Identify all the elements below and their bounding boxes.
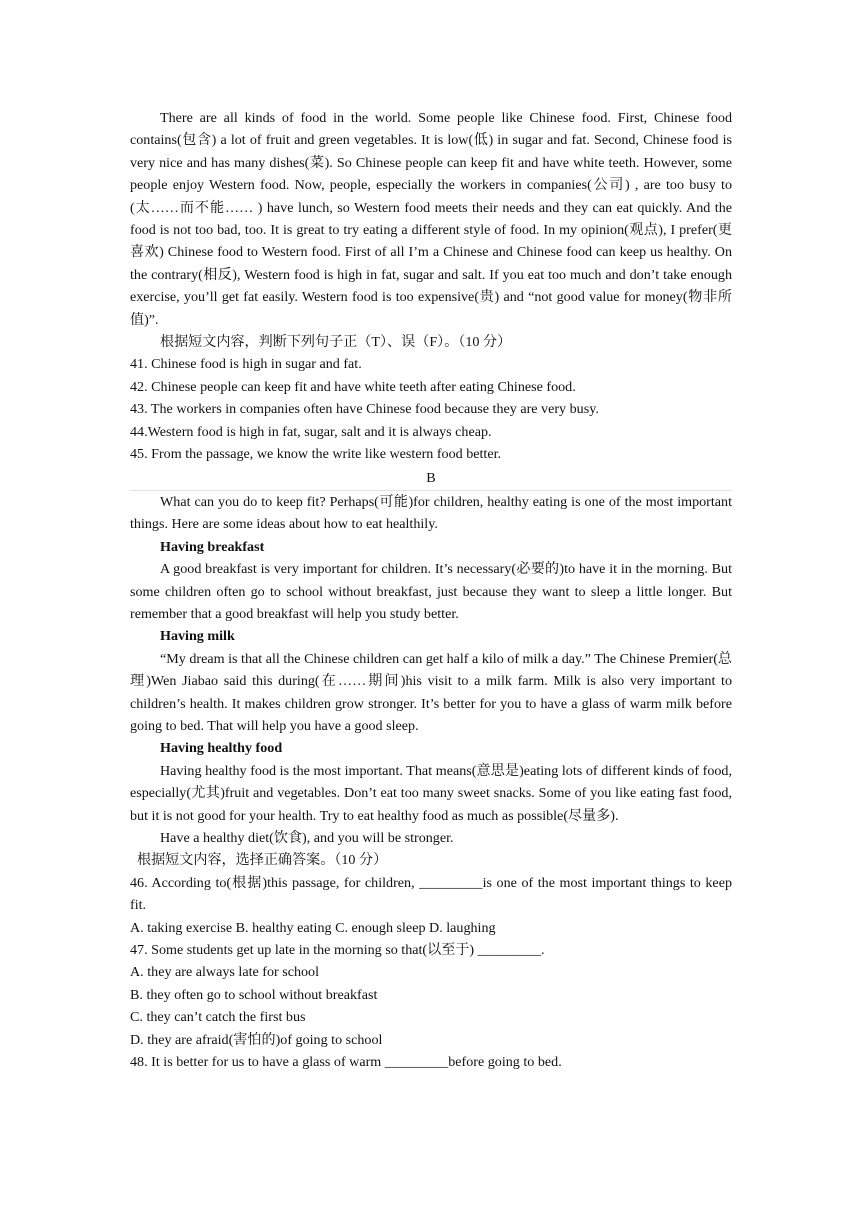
passage-b-intro: What can you do to keep fit? Perhaps(可能)for children, healthy eating is one of the most important things. Here are some ideas about how to eat healthily. [130,493,732,533]
question-43: 43. The workers in companies often have Chinese food because they are very busy. [130,401,599,418]
question-47-option-d: D. they are afraid(害怕的)of going to school [130,1031,383,1048]
question-41: 41. Chinese food is high in sugar and fat. [130,356,362,373]
question-44: 44.Western food is high in fat, sugar, salt and it is always cheap. [130,423,492,440]
section-b-heading: B [130,467,732,491]
heading-having-breakfast: Having breakfast [160,538,265,555]
question-46-options: A. taking exercise B. healthy eating C. enough sleep D. laughing [130,919,496,936]
question-47: 47. Some students get up late in the morning so that(以至于) _________. [130,942,545,959]
question-47-option-c: C. they can’t catch the first bus [130,1009,306,1026]
passage-a-instruction: 根据短文内容，判断下列句子正（T）、误（F）。（10 分） [160,334,512,351]
question-47-option-b: B. they often go to school without breakfast [130,986,378,1003]
question-48: 48. It is better for us to have a glass of warm _________before going to bed. [130,1054,562,1071]
paragraph-healthy-diet: Have a healthy diet(饮食), and you will be stronger. [160,830,454,846]
heading-having-milk: Having milk [160,628,235,645]
question-42: 42. Chinese people can keep fit and have white teeth after eating Chinese food. [130,378,576,395]
passage-a-text: There are all kinds of food in the world. Some people like Chinese food. First, Chinese food contains(包含) a lot of fruit and green vegetables. It is low(低) in sugar and fat. Second, Chinese food is very nice and has many dishes(菜). So Chinese people can keep fit and have white teeth. However, some people enjoy Western food. Now, people, especially the workers in companies(公司) , are too busy to (太……而不能…… ) have lunch, so Western food meets their needs and they can eat quickly. And the food is not too bad, too. It is great to try eating a different style of food. In my opinion(观点), I prefer(更喜欢) Chinese food to Western food. First of all I’m a Chinese and Chinese food can keep us healthy. On the contrary(相反), Western food is high in fat, sugar and salt. If you eat too much and don’t take enough exercise, you’ll get fat easily. Western food is too expensive(贵) and “not good value for money(物非所值)”. [130,110,732,328]
paragraph-breakfast: A good breakfast is very important for children. It’s necessary(必要的)to have it in the morning. But some children often go to school without breakfast, just because they want to sleep a little longer. But remember that a good breakfast will help you study better. [130,561,732,622]
paragraph-healthy-food: Having healthy food is the most important. That means(意思是)eating lots of different kinds of food, especially(尤其)fruit and vegetables. Don’t eat too many sweet snacks. Some of you like eating fast food, but it is not good for your health. Try to eat healthy food as much as possible(尽量多). [130,762,732,824]
question-46: 46. According to(根据)this passage, for children, _________is one of the most important things to keep fit. [130,874,732,914]
question-47-option-a: A. they are always late for school [130,964,320,981]
document-page [130,107,732,1073]
question-45: 45. From the passage, we know the write like western food better. [130,446,502,463]
passage-b-instruction: 根据短文内容，选择正确答案。（10 分） [137,852,388,869]
paragraph-milk: “My dream is that all the Chinese children can get half a kilo of milk a day.” The Chinese Premier(总理)Wen Jiabao said this during(在……期间)his visit to a milk farm. Milk is also very important to children’s health. It makes children grow stronger. It’s better for you to have a glass of warm milk before going to bed. That will help you have a good sleep. [130,650,732,734]
heading-having-healthy-food: Having healthy food [160,740,283,757]
